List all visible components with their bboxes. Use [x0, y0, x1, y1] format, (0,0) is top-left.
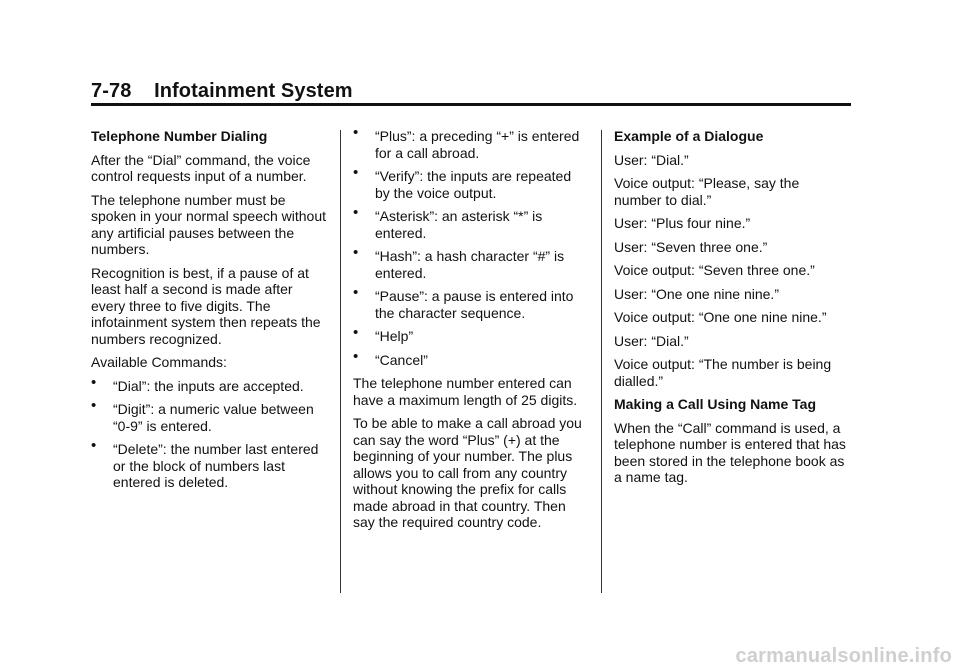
list-item	[353, 124, 589, 161]
paragraph: To be able to make a call abroad you can say the word “Plus” (+) at the beginning of your number. The plus allows you to call from any country without knowing the prefix for calls made abroad in that country. Then say the required country code.	[353, 415, 582, 530]
list-item-text: “Pause”: a pause is entered into the character sequence.	[375, 288, 574, 321]
page-header	[91, 80, 851, 103]
list-item-text: “Verify”: the inputs are repeated by the voice output.	[375, 168, 572, 201]
list-item	[91, 397, 327, 434]
column-2	[353, 124, 589, 538]
watermark: carmanualsonline.info	[735, 645, 952, 667]
dialogue-example-heading: Example of a Dialogue	[614, 128, 764, 144]
name-tag-heading: Making a Call Using Name Tag	[614, 396, 817, 412]
column-divider-1	[340, 130, 341, 593]
list-item-text: “Digit”: a numeric value between “0-9” is entered.	[113, 401, 314, 434]
dialogue-line: Voice output: “Seven three one.”	[614, 262, 815, 278]
list-item	[91, 373, 327, 395]
paragraph: When the “Call” command is used, a telephone number is entered that has been stored in the telephone book as a name tag.	[614, 419, 846, 485]
dialogue-line: Voice output: “One one nine nine.”	[614, 309, 827, 325]
dialogue-line: User: “Dial.”	[614, 332, 689, 349]
page-number: 7-78	[91, 80, 132, 102]
list-item	[353, 244, 589, 281]
dialogue-line: User: “Seven three one.”	[614, 238, 768, 255]
list-item	[353, 204, 589, 241]
bullet-icon: •	[353, 124, 359, 141]
telephone-number-dialing-heading: Telephone Number Dialing	[91, 128, 268, 144]
list-item-text: “Asterisk”: an asterisk “*” is entered.	[375, 208, 543, 241]
list-item	[91, 437, 327, 491]
list-item	[353, 164, 589, 201]
bullet-icon: •	[353, 347, 359, 365]
list-item	[353, 324, 589, 345]
list-item	[353, 284, 589, 321]
column-1	[91, 128, 327, 498]
header-rule	[91, 103, 851, 106]
command-list	[353, 124, 589, 368]
bullet-icon: •	[91, 373, 97, 391]
paragraph: After the “Dial” command, the voice control requests input of a number.	[91, 151, 311, 184]
list-item-text: “Dial”: the inputs are accepted.	[113, 377, 304, 394]
bullet-icon: •	[91, 437, 97, 454]
paragraph: Recognition is best, if a pause of at least half a second is made after every three to five digits. The infotainment system then repeats the numbers recognized.	[91, 264, 321, 347]
dialogue-line: User: “Dial.”	[614, 151, 689, 168]
section-title: Infotainment System	[154, 80, 353, 102]
bullet-icon: •	[353, 244, 359, 261]
command-list	[91, 373, 327, 491]
page-title	[91, 80, 851, 103]
paragraph: Available Commands:	[91, 354, 227, 370]
dialogue-line: User: “Plus four nine.”	[614, 215, 751, 231]
paragraph: The telephone number entered can have a maximum length of 25 digits.	[353, 375, 578, 408]
list-item-text: “Cancel”	[375, 351, 428, 368]
column-divider-2	[601, 130, 602, 593]
column-3	[614, 128, 850, 493]
bullet-icon: •	[353, 164, 359, 181]
list-item-text: “Hash”: a hash character “#” is entered.	[375, 248, 565, 281]
bullet-icon: •	[353, 284, 359, 301]
list-item-text: “Plus”: a preceding “+” is entered for a call abroad.	[375, 128, 580, 161]
bullet-icon: •	[91, 397, 97, 414]
dialogue-line: Voice output: “The number is being dialled.”	[614, 356, 832, 389]
paragraph: The telephone number must be spoken in your normal speech without any artificial pauses between the numbers.	[91, 191, 327, 257]
bullet-icon: •	[353, 324, 359, 341]
dialogue-line: Voice output: “Please, say the number to dial.”	[614, 175, 800, 208]
bullet-icon: •	[353, 204, 359, 221]
list-item	[353, 347, 589, 369]
list-item-text: “Delete”: the number last entered or the block of numbers last entered is deleted.	[113, 441, 319, 490]
list-item-text: “Help”	[375, 328, 414, 344]
dialogue-line: User: “One one nine nine.”	[614, 285, 779, 302]
